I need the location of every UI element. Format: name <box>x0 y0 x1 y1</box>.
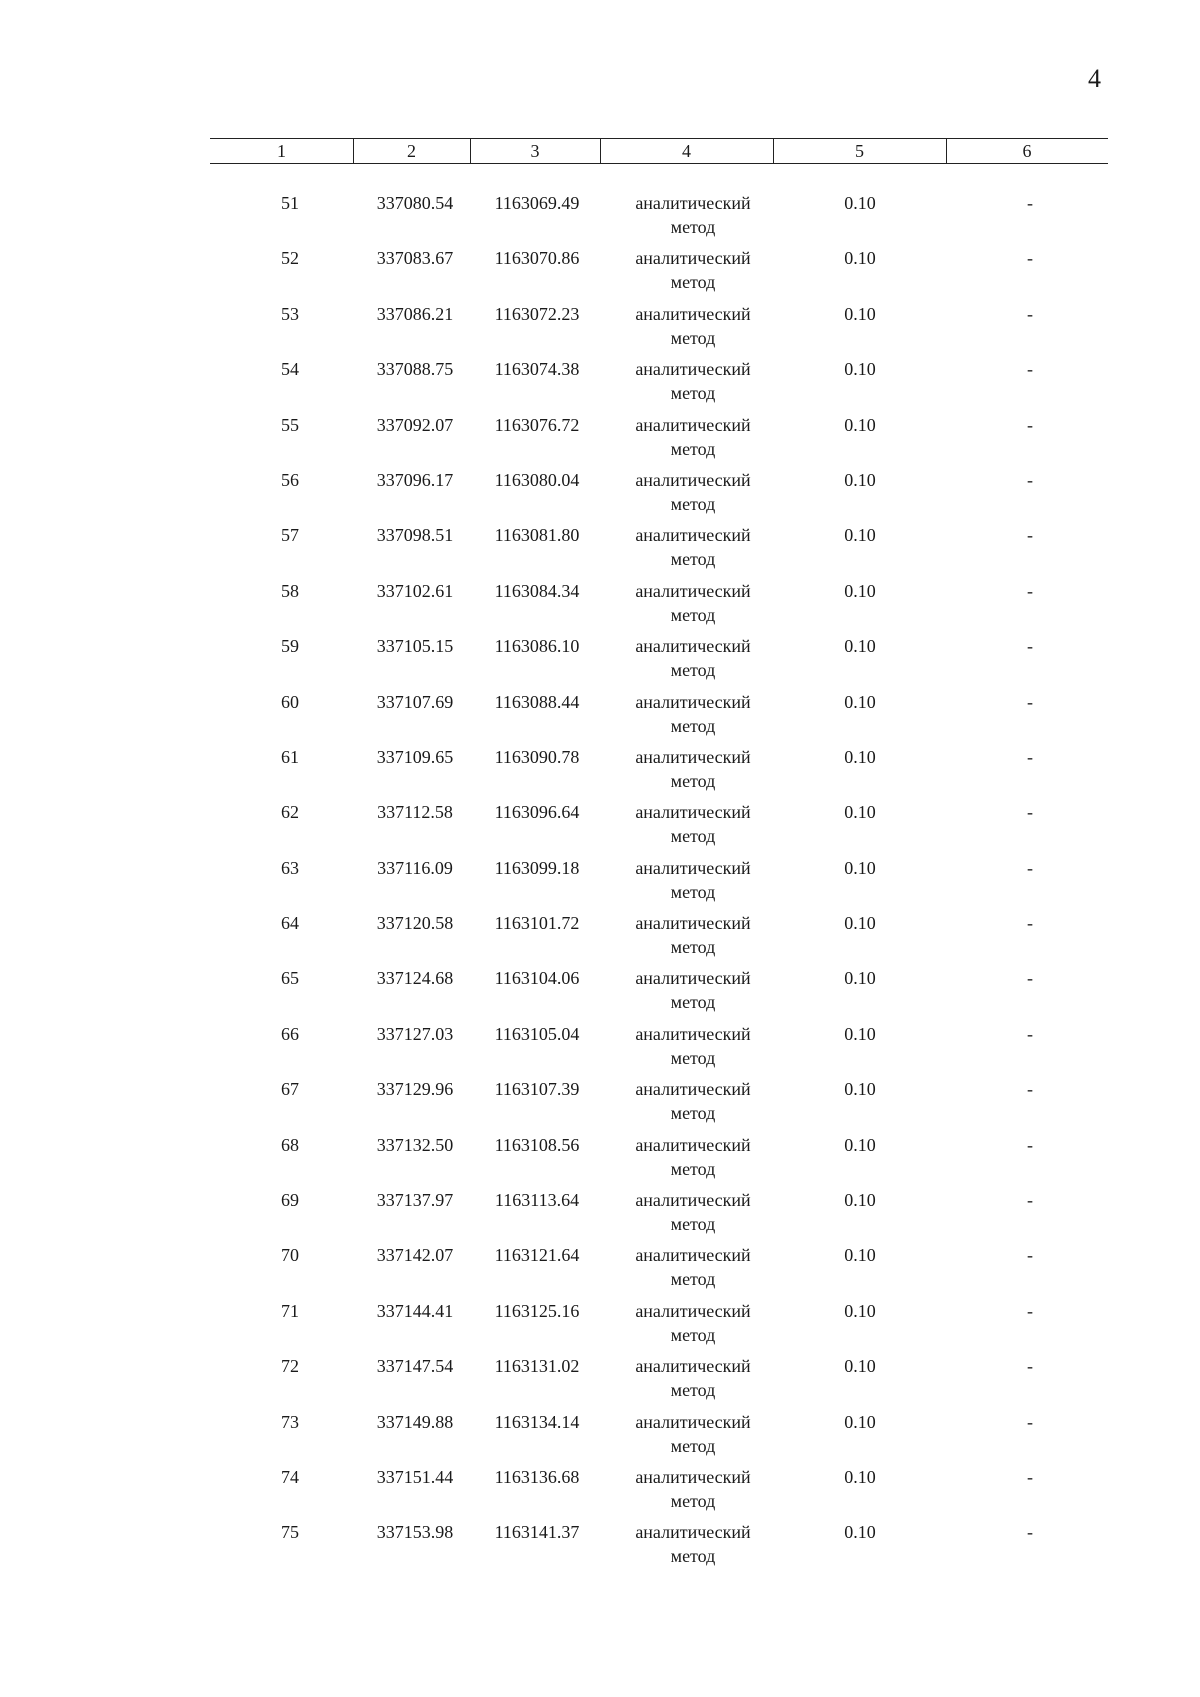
method-line-1: аналитический <box>635 636 751 657</box>
coordinate-x: 337088.75 <box>376 359 454 380</box>
point-number: 53 <box>281 303 299 324</box>
method-line-2: метод <box>670 493 716 514</box>
method-line-1: аналитический <box>635 857 751 878</box>
method-cell <box>608 246 778 294</box>
method-cell <box>608 911 778 959</box>
point-number: 72 <box>281 1356 299 1377</box>
coordinate-x: 337092.07 <box>376 414 454 435</box>
note: - <box>1027 580 1033 601</box>
coordinate-y: 1163070.86 <box>494 248 580 269</box>
accuracy: 0.10 <box>844 248 876 269</box>
column-header-2: 2 <box>407 141 416 161</box>
method-line-2: метод <box>670 1269 716 1290</box>
table-row <box>210 856 1108 911</box>
note: - <box>1027 414 1033 435</box>
method-cell <box>608 579 778 627</box>
accuracy: 0.10 <box>844 1079 876 1100</box>
coordinate-x: 337102.61 <box>376 580 454 601</box>
coordinate-y: 1163086.10 <box>494 636 580 657</box>
coordinate-y: 1163141.37 <box>494 1522 580 1543</box>
accuracy: 0.10 <box>844 303 876 324</box>
method-cell <box>608 523 778 571</box>
coordinate-x: 337144.41 <box>376 1300 454 1321</box>
accuracy: 0.10 <box>844 359 876 380</box>
table-row <box>210 302 1108 357</box>
point-number: 75 <box>281 1522 299 1543</box>
coordinate-x: 337120.58 <box>376 913 454 934</box>
method-line-2: метод <box>670 549 716 570</box>
coordinate-x: 337142.07 <box>376 1245 454 1266</box>
point-number: 67 <box>281 1079 299 1100</box>
coordinate-y: 1163074.38 <box>494 359 580 380</box>
accuracy: 0.10 <box>844 746 876 767</box>
accuracy: 0.10 <box>844 1134 876 1155</box>
point-number: 60 <box>281 691 299 712</box>
table-row <box>210 634 1108 689</box>
coordinate-y: 1163069.49 <box>494 193 580 213</box>
table-row <box>210 246 1108 301</box>
table-row <box>210 1133 1108 1188</box>
point-number: 57 <box>281 525 299 546</box>
method-line-1: аналитический <box>635 1356 751 1377</box>
coordinate-x: 337107.69 <box>376 691 454 712</box>
column-header-4: 4 <box>682 141 691 161</box>
note: - <box>1027 802 1033 823</box>
accuracy: 0.10 <box>844 580 876 601</box>
method-line-2: метод <box>670 937 716 958</box>
accuracy: 0.10 <box>844 1190 876 1211</box>
coordinate-y: 1163088.44 <box>494 691 580 712</box>
accuracy: 0.10 <box>844 1356 876 1377</box>
method-line-1: аналитический <box>635 414 751 435</box>
method-line-2: метод <box>670 992 716 1013</box>
column-header-6: 6 <box>1022 141 1032 161</box>
column-header-3: 3 <box>530 141 540 161</box>
note: - <box>1027 1190 1033 1211</box>
table-row <box>210 1520 1108 1575</box>
note: - <box>1027 1079 1033 1100</box>
table-row <box>210 523 1108 578</box>
point-number: 66 <box>281 1023 299 1044</box>
note: - <box>1027 857 1033 878</box>
method-cell <box>608 1520 778 1568</box>
coordinate-x: 337127.03 <box>376 1023 454 1044</box>
coordinate-y: 1163101.72 <box>494 913 580 934</box>
method-line-2: метод <box>670 1490 716 1511</box>
note: - <box>1027 746 1033 767</box>
coordinate-y: 1163136.68 <box>494 1466 580 1487</box>
method-line-1: аналитический <box>635 359 751 380</box>
coordinate-x: 337137.97 <box>376 1190 454 1211</box>
method-line-2: метод <box>670 1047 716 1068</box>
method-cell <box>608 1188 778 1236</box>
table-row <box>210 1243 1108 1298</box>
method-line-2: метод <box>670 770 716 791</box>
coordinate-y: 1163081.80 <box>494 525 580 546</box>
method-cell <box>608 1410 778 1458</box>
method-line-2: метод <box>670 826 716 847</box>
table-row <box>210 1410 1108 1465</box>
method-line-1: аналитический <box>635 1411 751 1432</box>
note: - <box>1027 636 1033 657</box>
coordinate-x: 337132.50 <box>376 1134 454 1155</box>
coordinate-y: 1163090.78 <box>494 746 580 767</box>
method-cell <box>608 745 778 793</box>
coordinate-y: 1163107.39 <box>494 1079 580 1100</box>
method-line-1: аналитический <box>635 1300 751 1321</box>
method-cell <box>608 856 778 904</box>
method-line-1: аналитический <box>635 913 751 934</box>
method-cell <box>608 1133 778 1181</box>
coordinate-y: 1163072.23 <box>494 303 580 324</box>
method-cell <box>608 1077 778 1125</box>
coordinate-x: 337124.68 <box>376 968 454 989</box>
method-line-2: метод <box>670 1324 716 1345</box>
method-line-2: метод <box>670 438 716 459</box>
method-line-1: аналитический <box>635 1079 751 1100</box>
coordinate-x: 337112.58 <box>377 802 453 823</box>
method-line-2: метод <box>670 1103 716 1124</box>
note: - <box>1027 1023 1033 1044</box>
coordinate-y: 1163134.14 <box>494 1411 580 1432</box>
table-row <box>210 413 1108 468</box>
coordinate-x: 337149.88 <box>376 1411 454 1432</box>
point-number: 65 <box>281 968 299 989</box>
accuracy: 0.10 <box>844 1411 876 1432</box>
method-line-2: метод <box>670 660 716 681</box>
point-number: 58 <box>281 580 299 601</box>
method-line-2: метод <box>670 881 716 902</box>
coordinate-y: 1163084.34 <box>494 580 580 601</box>
table-row <box>210 911 1108 966</box>
accuracy: 0.10 <box>844 1466 876 1487</box>
point-number: 74 <box>281 1466 299 1487</box>
coordinate-x: 337153.98 <box>376 1522 454 1543</box>
method-cell <box>608 634 778 682</box>
method-line-2: метод <box>670 272 716 293</box>
method-line-1: аналитический <box>635 248 751 269</box>
point-number: 54 <box>281 359 299 380</box>
accuracy: 0.10 <box>844 1245 876 1266</box>
coordinate-x: 337105.15 <box>376 636 454 657</box>
note: - <box>1027 193 1033 213</box>
method-line-2: метод <box>670 715 716 736</box>
point-number: 73 <box>281 1411 299 1432</box>
method-line-1: аналитический <box>635 525 751 546</box>
coordinate-y: 1163099.18 <box>494 857 580 878</box>
table-row <box>210 1299 1108 1354</box>
method-line-1: аналитический <box>635 1466 751 1487</box>
coordinate-y: 1163104.06 <box>494 968 580 989</box>
coordinate-y: 1163105.04 <box>494 1023 580 1044</box>
point-number: 55 <box>281 414 299 435</box>
coordinate-y: 1163080.04 <box>494 469 580 490</box>
point-number: 69 <box>281 1190 299 1211</box>
accuracy: 0.10 <box>844 968 876 989</box>
accuracy: 0.10 <box>844 525 876 546</box>
column-header-5: 5 <box>855 141 864 161</box>
coordinate-x: 337109.65 <box>376 746 454 767</box>
coordinate-y: 1163113.64 <box>494 1190 580 1211</box>
table-row <box>210 1465 1108 1520</box>
table-row <box>210 1077 1108 1132</box>
note: - <box>1027 1134 1033 1155</box>
method-cell <box>608 1465 778 1513</box>
method-line-2: метод <box>670 604 716 625</box>
accuracy: 0.10 <box>844 913 876 934</box>
table-row <box>210 745 1108 800</box>
method-line-1: аналитический <box>635 691 751 712</box>
accuracy: 0.10 <box>844 691 876 712</box>
point-number: 56 <box>281 469 299 490</box>
method-line-2: метод <box>670 1380 716 1401</box>
accuracy: 0.10 <box>844 469 876 490</box>
note: - <box>1027 1411 1033 1432</box>
accuracy: 0.10 <box>844 414 876 435</box>
accuracy: 0.10 <box>844 802 876 823</box>
point-number: 64 <box>281 913 299 934</box>
note: - <box>1027 1245 1033 1266</box>
coordinate-y: 1163131.02 <box>494 1356 580 1377</box>
coordinate-x: 337129.96 <box>376 1079 454 1100</box>
coordinate-y: 1163096.64 <box>494 802 580 823</box>
coordinate-y: 1163121.64 <box>494 1245 580 1266</box>
coordinate-x: 337151.44 <box>376 1466 454 1487</box>
table-row <box>210 1022 1108 1077</box>
page-number: 4 <box>1088 64 1101 93</box>
method-line-2: метод <box>670 383 716 404</box>
point-number: 63 <box>281 857 299 878</box>
method-cell <box>608 1299 778 1347</box>
method-cell <box>608 357 778 405</box>
method-cell <box>608 1022 778 1070</box>
coordinate-x: 337147.54 <box>376 1356 454 1377</box>
point-number: 61 <box>281 746 299 767</box>
method-line-1: аналитический <box>635 1134 751 1155</box>
method-cell <box>608 468 778 516</box>
method-cell <box>608 966 778 1014</box>
method-cell <box>608 302 778 350</box>
note: - <box>1027 525 1033 546</box>
point-number: 52 <box>281 248 299 269</box>
method-cell <box>608 1354 778 1402</box>
note: - <box>1027 913 1033 934</box>
coordinate-x: 337116.09 <box>377 857 453 878</box>
method-line-1: аналитический <box>635 1023 751 1044</box>
table-header-row <box>210 138 1108 164</box>
method-line-2: метод <box>670 1435 716 1456</box>
coordinate-x: 337098.51 <box>376 525 454 546</box>
note: - <box>1027 1466 1033 1487</box>
note: - <box>1027 968 1033 989</box>
method-line-2: метод <box>670 1546 716 1567</box>
column-header-1: 1 <box>277 141 286 161</box>
table-row <box>210 468 1108 523</box>
point-number: 59 <box>281 636 299 657</box>
method-line-1: аналитический <box>635 746 751 767</box>
method-cell <box>608 690 778 738</box>
note: - <box>1027 303 1033 324</box>
method-line-2: метод <box>670 1214 716 1235</box>
accuracy: 0.10 <box>844 1300 876 1321</box>
accuracy: 0.10 <box>844 193 876 213</box>
table-row <box>210 579 1108 634</box>
table-row <box>210 1188 1108 1243</box>
method-cell <box>608 191 778 239</box>
method-line-2: метод <box>670 217 716 237</box>
accuracy: 0.10 <box>844 1023 876 1044</box>
point-number: 68 <box>281 1134 299 1155</box>
accuracy: 0.10 <box>844 636 876 657</box>
method-line-2: метод <box>670 327 716 348</box>
accuracy: 0.10 <box>844 857 876 878</box>
coordinate-x: 337083.67 <box>376 248 454 269</box>
coordinate-x: 337096.17 <box>376 469 454 490</box>
note: - <box>1027 469 1033 490</box>
coordinate-x: 337080.54 <box>376 193 454 213</box>
point-number: 71 <box>281 1300 299 1321</box>
method-cell <box>608 413 778 461</box>
note: - <box>1027 1356 1033 1377</box>
table-row <box>210 800 1108 855</box>
note: - <box>1027 248 1033 269</box>
table-row <box>210 357 1108 412</box>
method-line-1: аналитический <box>635 193 751 213</box>
coordinate-y: 1163108.56 <box>494 1134 580 1155</box>
table-row <box>210 1354 1108 1409</box>
point-number: 62 <box>281 802 299 823</box>
coordinate-y: 1163076.72 <box>494 414 580 435</box>
note: - <box>1027 1300 1033 1321</box>
point-number: 70 <box>281 1245 299 1266</box>
table-row <box>210 690 1108 745</box>
table-row <box>210 966 1108 1021</box>
method-cell <box>608 800 778 848</box>
method-line-1: аналитический <box>635 303 751 324</box>
method-line-1: аналитический <box>635 469 751 490</box>
point-number: 51 <box>281 193 299 213</box>
accuracy: 0.10 <box>844 1522 876 1543</box>
method-line-1: аналитический <box>635 1190 751 1211</box>
method-line-1: аналитический <box>635 1522 751 1543</box>
method-line-1: аналитический <box>635 1245 751 1266</box>
table-body <box>210 191 1108 1576</box>
method-cell <box>608 1243 778 1291</box>
table-row <box>210 191 1108 246</box>
note: - <box>1027 1522 1033 1543</box>
method-line-1: аналитический <box>635 968 751 989</box>
method-line-1: аналитический <box>635 580 751 601</box>
coordinate-x: 337086.21 <box>376 303 454 324</box>
note: - <box>1027 359 1033 380</box>
note: - <box>1027 691 1033 712</box>
coordinate-y: 1163125.16 <box>494 1300 580 1321</box>
coordinates-table <box>210 138 1108 1567</box>
method-line-2: метод <box>670 1158 716 1179</box>
method-line-1: аналитический <box>635 802 751 823</box>
